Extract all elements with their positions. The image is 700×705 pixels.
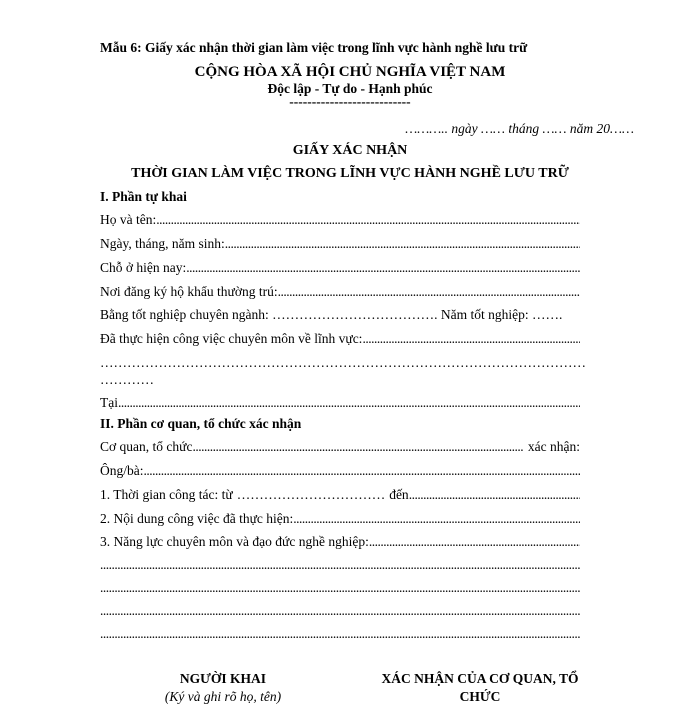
permanent-residence-label: Nơi đăng ký hộ khẩu thường trú: (100, 284, 278, 299)
declarant-note: (Ký và ghi rõ họ, tên) (164, 689, 282, 704)
fill-dots (369, 534, 580, 550)
document-title: GIẤY XÁC NHẬN (292, 143, 408, 158)
document-subtitle: THỜI GIAN LÀM VIỆC TRONG LĨNH VỰC HÀNH NGHỀ LƯU TRỮ (131, 166, 569, 181)
motto: Độc lập - Tự do - Hạnh phúc (267, 81, 433, 96)
full-name-field[interactable] (100, 212, 580, 228)
work-content-label: 2. Nội dung công việc đã thực hiện: (100, 511, 294, 526)
fill-dots (409, 487, 580, 503)
form-label: Mẫu 6: Giấy xác nhận thời gian làm việc trong lĩnh vực hành nghề lưu trữ (100, 40, 528, 55)
fill-dots (118, 395, 580, 411)
work-time-field[interactable] (100, 487, 580, 503)
country-name: CỘNG HÒA XÃ HỘI CHỦ NGHĨA VIỆT NAM (194, 64, 506, 80)
dob-field[interactable] (100, 236, 580, 252)
fill-dots (156, 212, 580, 228)
agency-field[interactable] (100, 439, 580, 455)
graduation-year-dots: ……. (531, 307, 563, 322)
declarant-title: NGƯỜI KHAI (179, 671, 267, 686)
blank-dotted-line[interactable] (100, 580, 580, 596)
competence-field[interactable] (100, 534, 580, 550)
work-content-field[interactable] (100, 511, 580, 527)
blank-dotted-line[interactable] (100, 603, 580, 619)
work-field-field[interactable] (100, 331, 580, 347)
current-address-field[interactable] (100, 260, 580, 276)
work-field-continuation[interactable]: ……………………………………………………………………………………………… (100, 355, 586, 370)
agency-confirm-title-line2: CHỨC (459, 689, 501, 704)
location-label: Tại (100, 395, 118, 410)
fill-dots (100, 580, 580, 596)
degree-field[interactable] (100, 307, 562, 323)
permanent-residence-field[interactable] (100, 284, 580, 300)
agency-suffix: xác nhận: (527, 439, 580, 454)
fill-dots (100, 603, 580, 619)
current-address-label: Chỗ ở hiện nay: (100, 260, 187, 275)
degree-label: Bằng tốt nghiệp chuyên ngành: (100, 307, 269, 322)
blank-dotted-line[interactable] (100, 557, 580, 573)
competence-label: 3. Năng lực chuyên môn và đạo đức nghề nghiệp: (100, 534, 369, 549)
full-name-label: Họ và tên: (100, 212, 157, 227)
fill-dots (225, 236, 580, 252)
fill-dots (100, 557, 580, 573)
work-time-dots: …………………………… (236, 487, 386, 502)
section1-heading: I. Phần tự khai (100, 189, 187, 204)
fill-dots (278, 284, 580, 300)
graduation-year-label: Năm tốt nghiệp: (440, 307, 529, 322)
fill-dots (144, 463, 581, 479)
agency-confirm-title-line1: XÁC NHẬN CỦA CƠ QUAN, TỔ (381, 671, 579, 686)
person-label: Ông/bà: (100, 463, 144, 478)
dob-label: Ngày, tháng, năm sinh: (100, 236, 225, 251)
location-field[interactable] (100, 395, 580, 411)
fill-dots (100, 626, 580, 642)
work-field-continuation-tail[interactable]: ………… (100, 372, 154, 387)
blank-dotted-line[interactable] (100, 626, 580, 642)
agency-label: Cơ quan, tổ chức (100, 439, 193, 454)
work-time-label: 1. Thời gian công tác: từ (100, 487, 233, 502)
header-separator: --------------------------- (289, 94, 411, 109)
fill-dots (186, 260, 580, 276)
degree-dots: ………………………………. (272, 307, 438, 322)
section2-heading: II. Phần cơ quan, tổ chức xác nhận (100, 416, 302, 431)
fill-dots (362, 331, 580, 347)
date-line: ……….. ngày …… tháng …… năm 20…… (405, 121, 634, 136)
work-time-to-label: đến (389, 487, 409, 502)
fill-dots (293, 511, 580, 527)
person-field[interactable] (100, 463, 580, 479)
fill-dots (192, 439, 523, 455)
work-field-label: Đã thực hiện công việc chuyên môn về lĩnh vực: (100, 331, 363, 346)
